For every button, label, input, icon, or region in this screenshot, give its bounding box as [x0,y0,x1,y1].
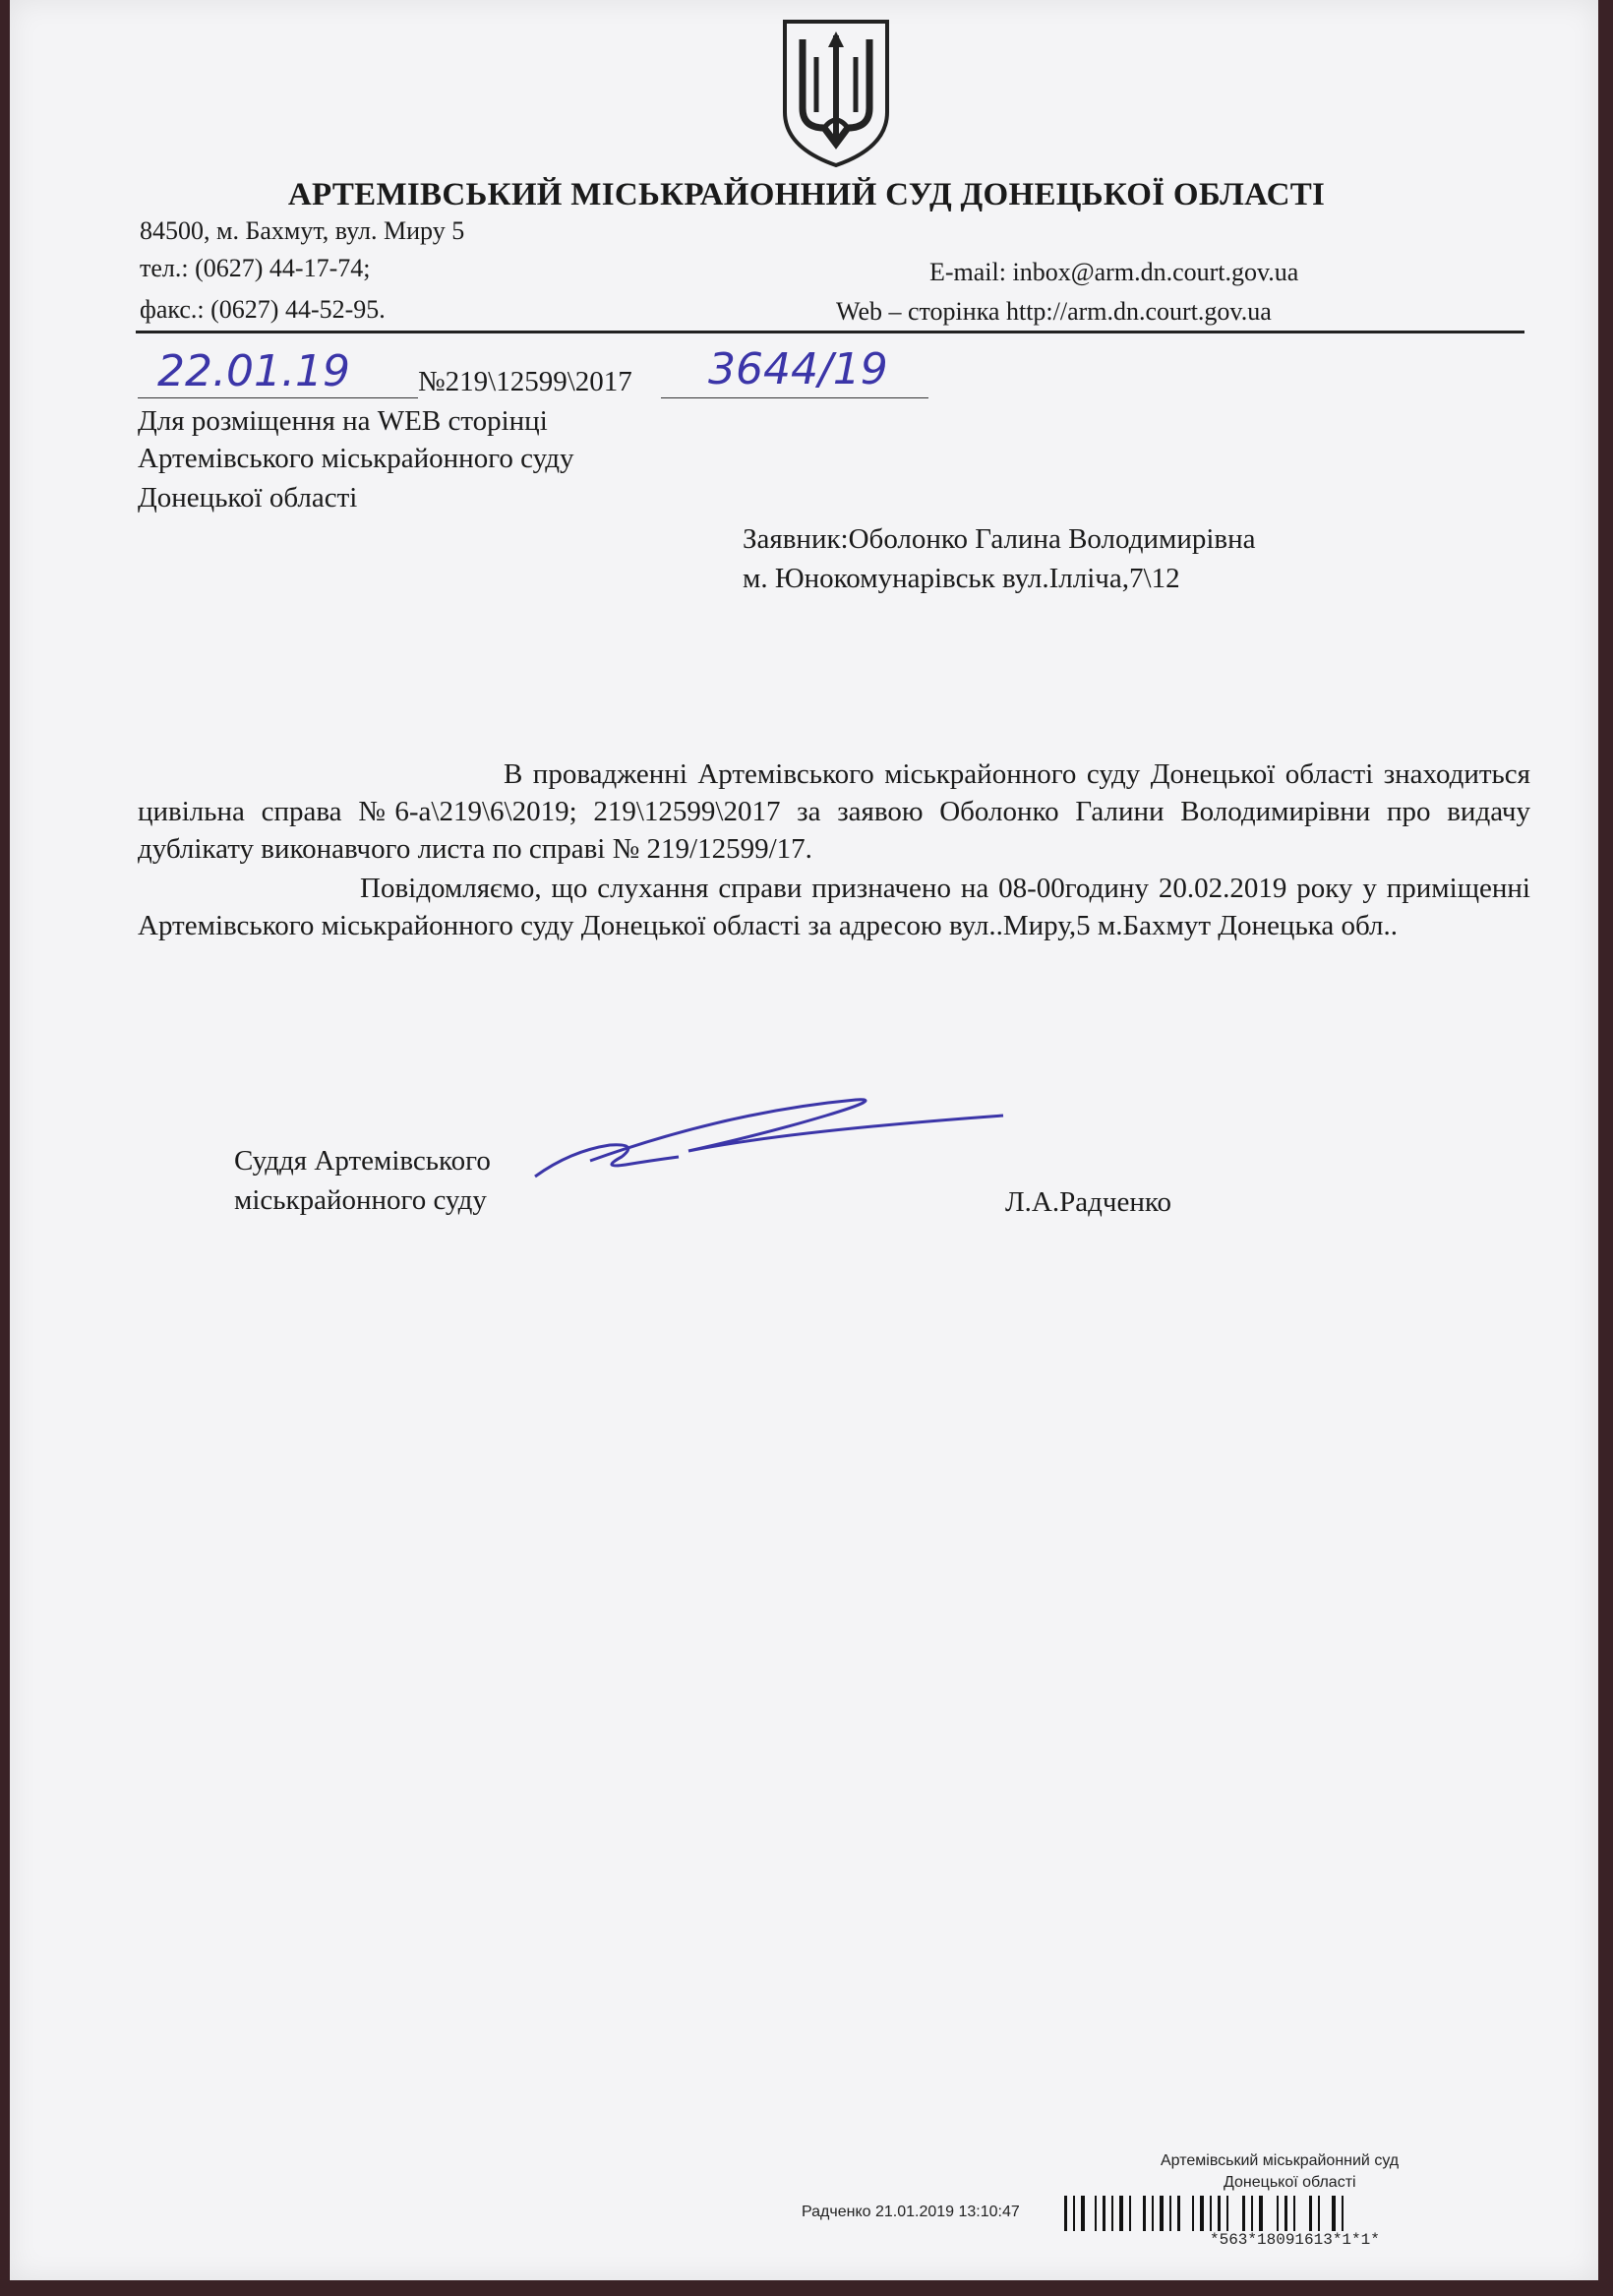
court-name: АРТЕМІВСЬКИЙ МІСЬКРАЙОННИЙ СУД ДОНЕЦЬКОЇ ОБЛАСТІ [287,177,1326,212]
court-address: 84500, м. Бахмут, вул. Миру 5 [140,216,465,245]
stamp-org-line-1: Артемівський міськрайонний суд [1161,2152,1400,2169]
handwritten-outgoing-number: 3644/19 [708,344,888,394]
applicant-name: Заявник:Оболонко Галина Володимирівна [743,523,1256,555]
court-website: Web – сторінка http://arm.dn.court.gov.ua [836,297,1272,326]
barcode-text: *563*18091613*1*1* [1210,2231,1380,2249]
body-paragraph-1: В провадженні Артемівського міськрайонного суду Донецької області знаходиться цивільна справа №6-а\219\6\2019; 219\12599\2017 за заявою Оболонко Галини Володимирівни про видачу дублікату виконавчого листа по справі № 219/12599/17. [138,758,1530,865]
header-divider [136,331,1524,333]
date-underline [138,397,418,398]
registration-info: Радченко 21.01.2019 13:10:47 [802,2204,1020,2220]
handwritten-date: 22.01.19 [157,346,350,396]
court-email: E-mail: inbox@arm.dn.court.gov.ua [929,258,1299,286]
signatory-title-line-2: міськрайонного суду [234,1184,487,1216]
court-fax: факс.: (0627) 44-52-95. [140,295,386,324]
case-number: №219\12599\2017 [418,366,632,397]
handwritten-signature [531,1092,1023,1180]
outgoing-underline [661,397,928,398]
signatory-name: Л.А.Радченко [1005,1186,1171,1218]
coat-of-arms-icon [777,18,895,167]
signatory-title-line-1: Суддя Артемівського [234,1145,491,1177]
applicant-address: м. Юнокомунарівськ вул.Ілліча,7\12 [743,563,1180,594]
recipient-line-3: Донецької області [138,482,358,514]
recipient-line-1: Для розміщення на WEB сторінці [138,405,548,437]
barcode [1064,2196,1349,2231]
recipient-line-2: Артемівського міськрайонного суду [138,443,574,474]
court-phone: тел.: (0627) 44-17-74; [140,254,371,282]
body-paragraph-2: Повідомляємо, що слухання справи призначено на 08-00годину 20.02.2019 року у приміщенні Артемівського міськрайонного суду Донецької області за адресою вул..Миру,5 м.Бахмут Донецька обл.. [138,873,1530,941]
stamp-org-line-2: Донецької області [1224,2174,1356,2191]
